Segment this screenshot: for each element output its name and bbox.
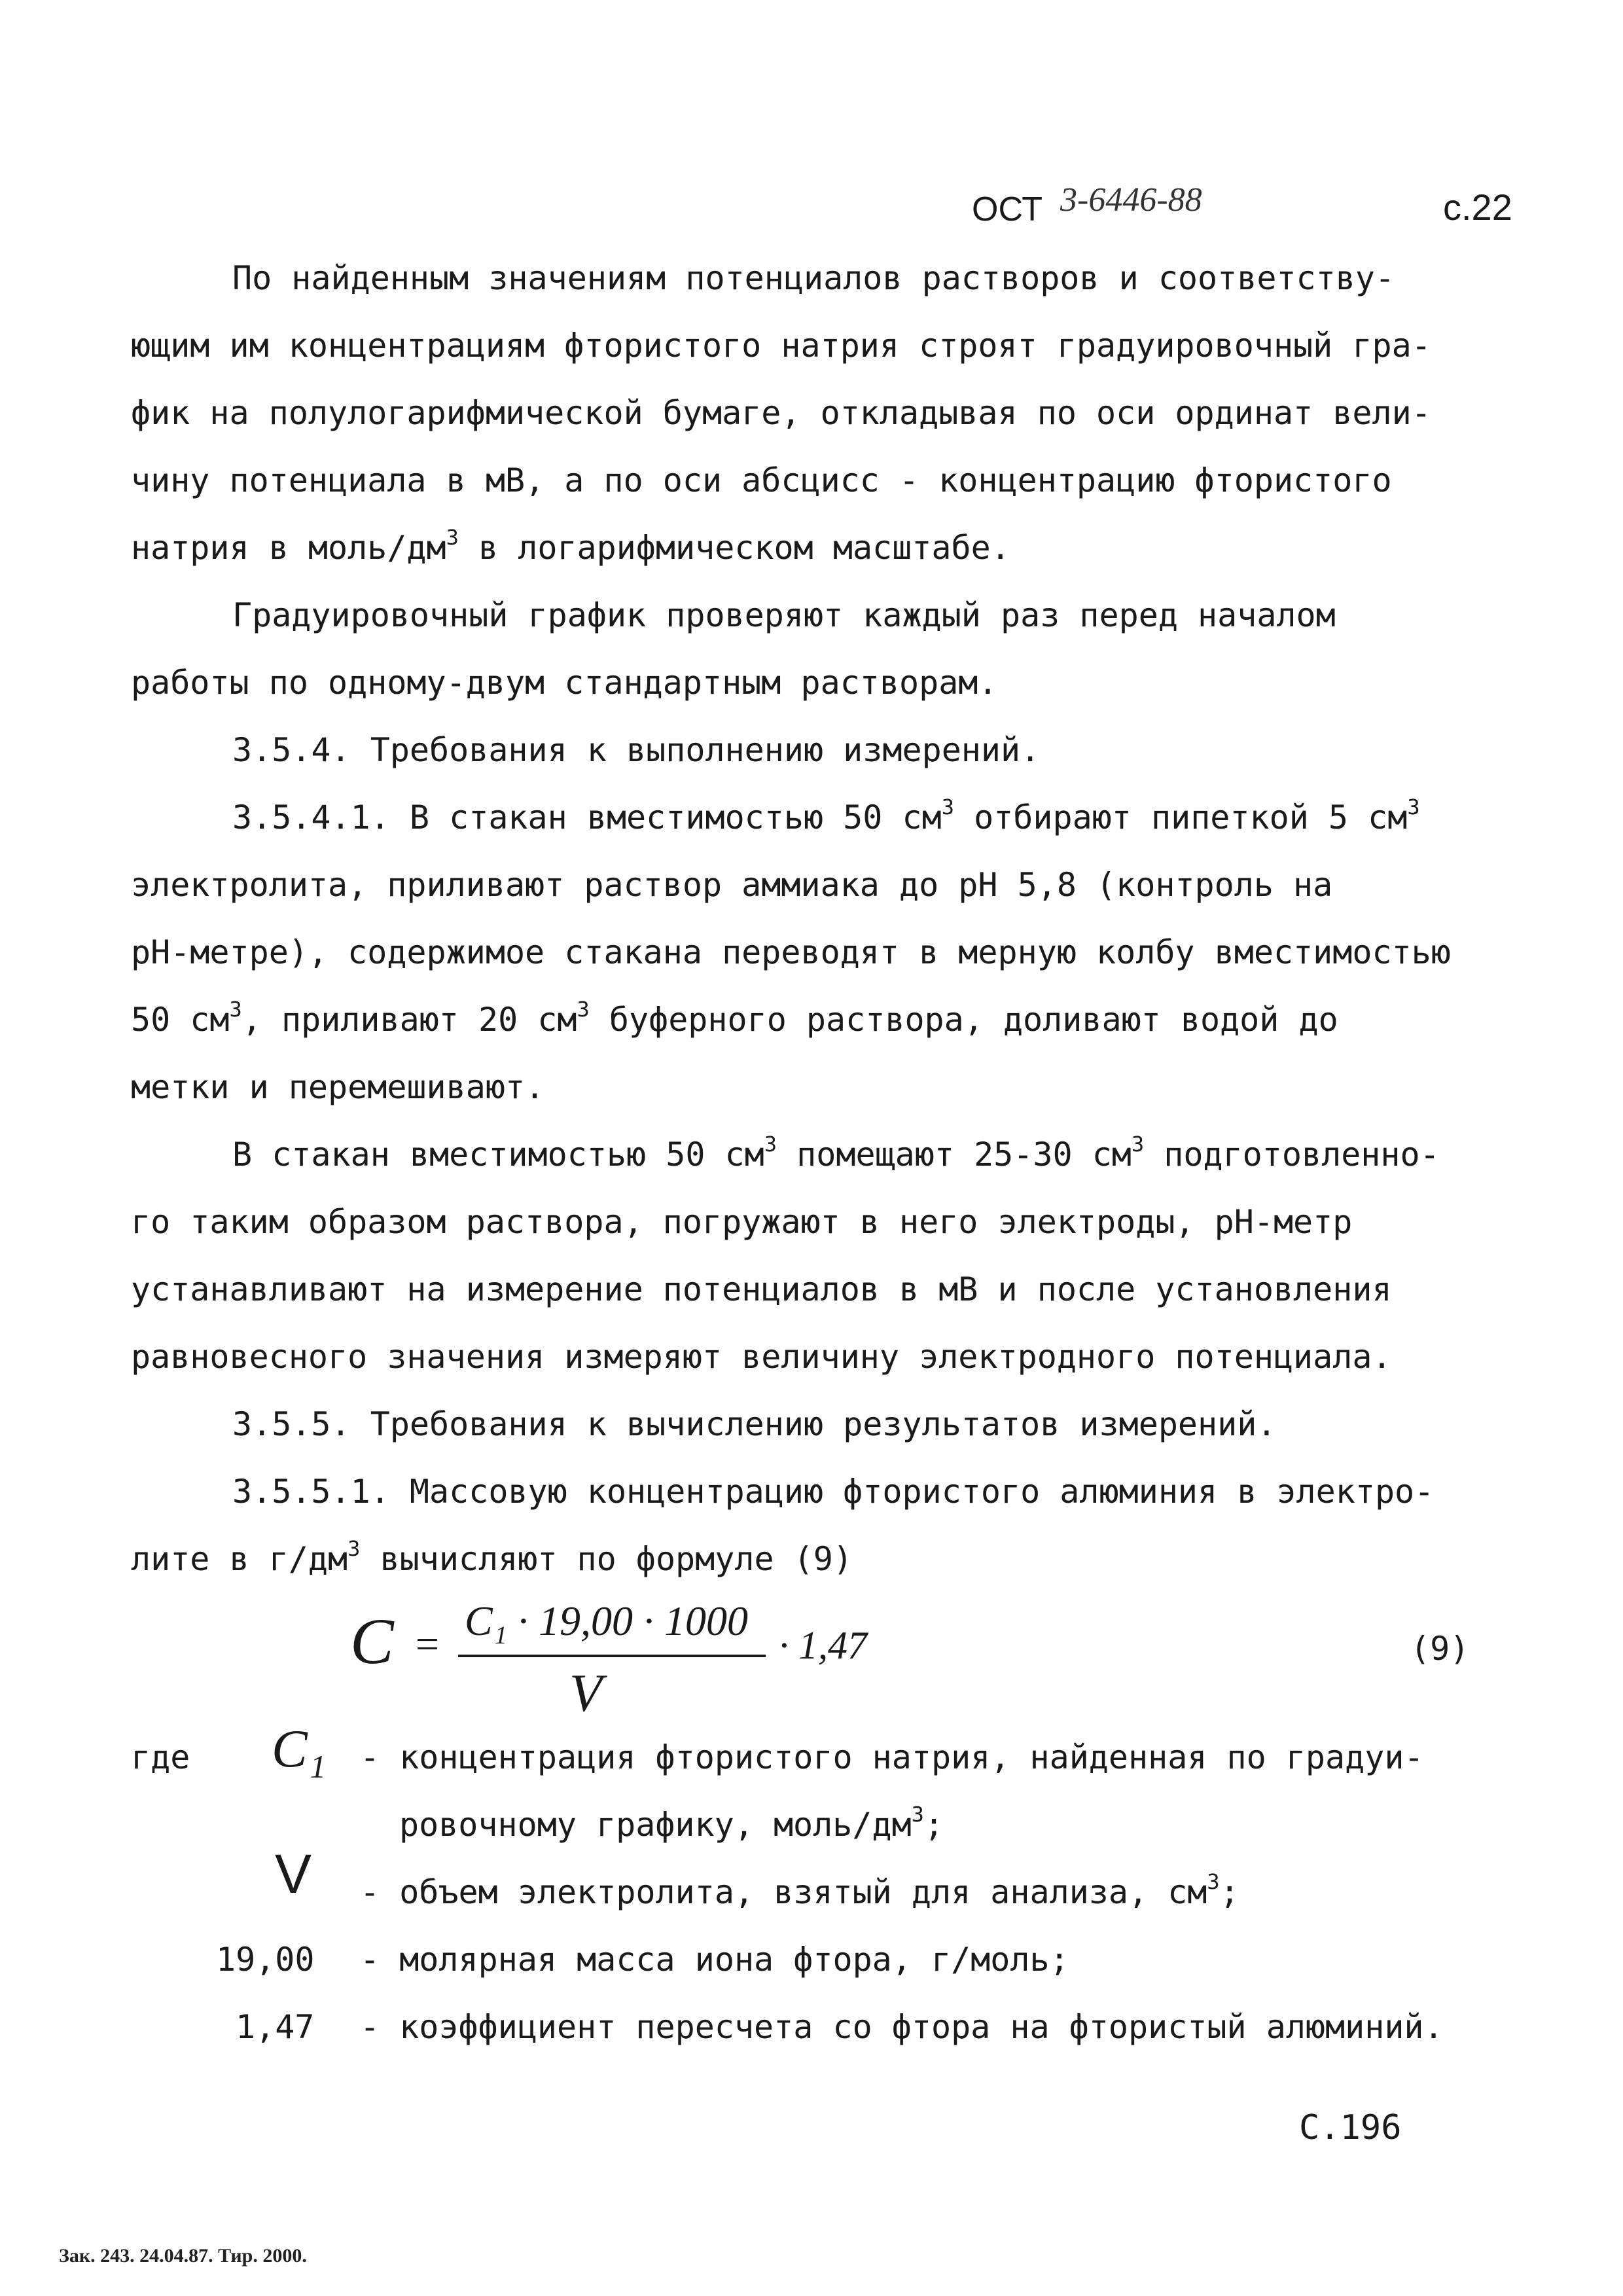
standard-number: 3-6446-88 bbox=[1060, 181, 1202, 219]
text-line: чину потенциала в мВ, а по оси абсцисс - концентрацию фтористого bbox=[131, 461, 1392, 499]
text-line: рН-метре), содержимое стакана переводят в мерную колбу вместимостью bbox=[131, 933, 1451, 971]
sheet-stamp: С.196 bbox=[1299, 2108, 1402, 2147]
text-line: работы по одному-двум стандартным растворам. bbox=[131, 664, 998, 702]
page-number: с.22 bbox=[1443, 187, 1512, 228]
section-heading: 3.5.5. Требования к вычислению результатов измерений. bbox=[232, 1405, 1277, 1443]
formula-lhs: C bbox=[350, 1605, 394, 1677]
formula-tag: (9) bbox=[1410, 1630, 1470, 1668]
text-line: натрия в моль/$дм^3$ в логарифмическом масштабе. bbox=[131, 525, 1010, 567]
formula-denominator: V bbox=[569, 1663, 603, 1723]
legend-text-v: - объем электролита, взятый для анализа, $см^3$; bbox=[360, 1869, 1240, 1911]
legend-text-coefficient: - коэффициент пересчета со фтора на фтористый алюминий. bbox=[360, 2008, 1444, 2046]
text-line: 3.5.5.1. Массовую концентрацию фтористого алюминия в электро- bbox=[232, 1473, 1435, 1511]
text-line: 3.5.4.1. В стакан вместимостью 50 $см^3$ отбирают пипеткой 5 $см^3$ bbox=[232, 795, 1420, 836]
text-line: ющим им концентрациям фтористого натрия строят градуировочный гра- bbox=[131, 327, 1431, 365]
text-line: По найденным значениям потенциалов растворов и соответству- bbox=[232, 259, 1395, 297]
text-line: электролита, приливают раствор аммиака до рН 5,8 (контроль на bbox=[131, 866, 1333, 904]
standard-label: ОСТ bbox=[972, 190, 1043, 228]
legend-symbol-coefficient: 1,47 bbox=[236, 2008, 315, 2046]
formula-multiplier: · 1,47 bbox=[779, 1624, 867, 1667]
text-line: равновесного значения измеряют величину электродного потенциала. bbox=[131, 1338, 1392, 1376]
text-line: метки и перемешивают. bbox=[131, 1068, 545, 1106]
legend-symbol-molar-mass: 19,00 bbox=[216, 1941, 315, 1979]
text-line: фик на полулогарифмической бумаге, откладывая по оси ординат вели- bbox=[131, 394, 1431, 432]
formula-equals: = bbox=[416, 1621, 440, 1667]
text-line: лите в $г/дм^3$ вычисляют по формуле (9) bbox=[131, 1536, 853, 1578]
legend-symbol-v: V bbox=[275, 1843, 312, 1905]
print-footer: Зак. 243. 24.04.87. Тир. 2000. bbox=[59, 2245, 307, 2267]
text-line: В стакан вместимостью 50 $см^3$ помещают 25-30 $см^3$ подготовленно- bbox=[232, 1132, 1440, 1174]
legend-symbol-c1: C₁ bbox=[272, 1719, 327, 1778]
text-line: го таким образом раствора, погружают в него электроды, рН-метр bbox=[131, 1203, 1353, 1241]
fraction-bar bbox=[458, 1655, 766, 1657]
legend-where: где bbox=[131, 1738, 190, 1776]
formula-numerator: C₁ · 19,00 · 1000 bbox=[465, 1598, 748, 1644]
legend-text-molar-mass: - молярная масса иона фтора, г/моль; bbox=[360, 1941, 1069, 1979]
legend-text-c1: - концентрация фтористого натрия, найденная по градуи- bbox=[360, 1738, 1424, 1776]
legend-text-c1-cont: ровочному графику, моль/$дм^3$; bbox=[399, 1802, 944, 1844]
text-line: устанавливают на измерение потенциалов в мВ и после установления bbox=[131, 1270, 1392, 1308]
text-line: 50 $см^3$, приливают 20 $см^3$ буферного раствора, доливают водой до bbox=[131, 997, 1338, 1039]
section-heading: 3.5.4. Требования к выполнению измерений. bbox=[232, 731, 1041, 769]
text-line: Градуировочный график проверяют каждый раз перед началом bbox=[232, 596, 1336, 634]
